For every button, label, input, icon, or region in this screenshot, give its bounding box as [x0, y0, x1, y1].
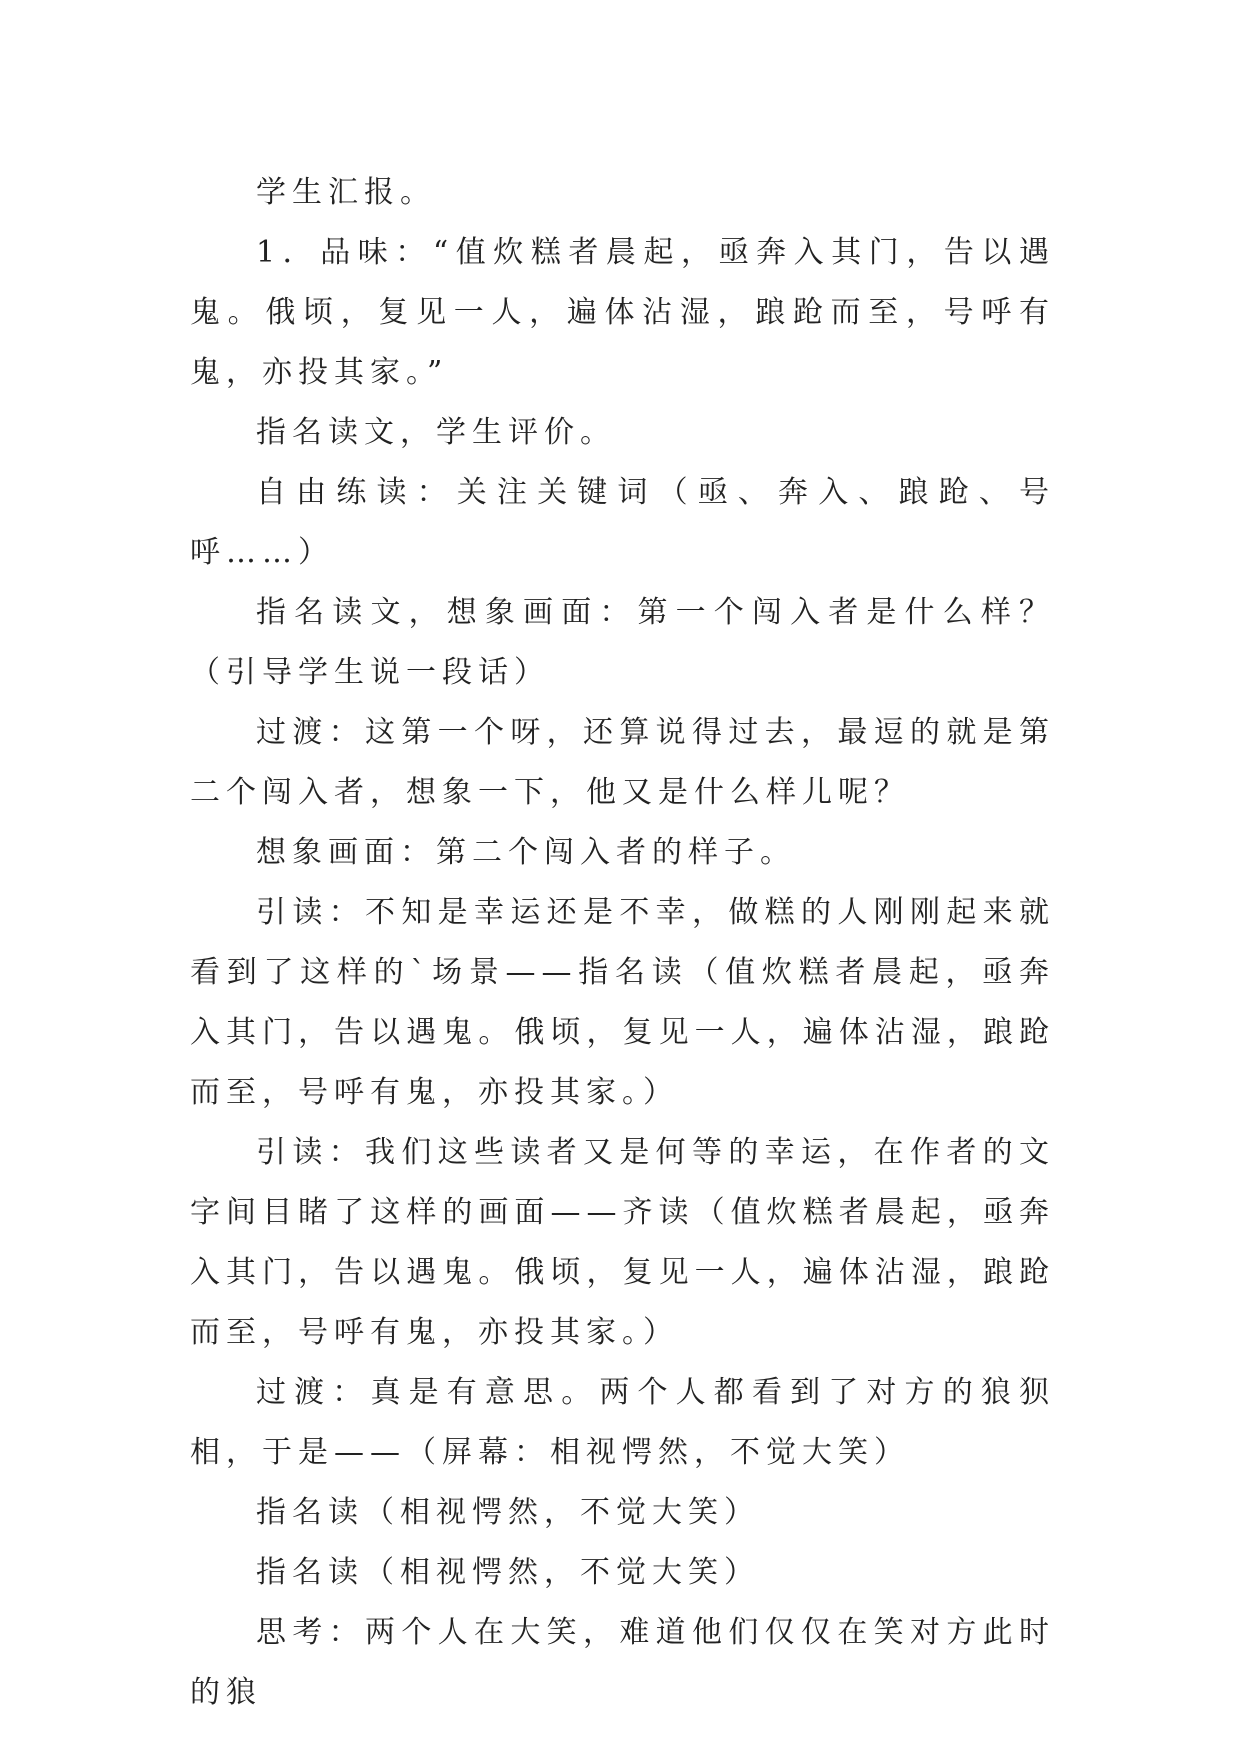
paragraph: 指名读文，学生评价。: [256, 415, 616, 450]
paragraph: 过渡：这第一个呀，还算说得过去，最逗的就是第二个闯入者，想象一下，他又是什么样儿呢？: [190, 715, 1055, 810]
paragraph: 过渡：真是有意思。两个人都看到了对方的狼狈相，于是——（屏幕：相视愕然，不觉大笑）: [190, 1375, 1055, 1470]
paragraph: 自由练读：关注关键词（亟、奔入、踉跄、号呼……）: [190, 475, 1055, 570]
paragraph: 指名读（相视愕然，不觉大笑）: [256, 1555, 760, 1590]
paragraph: 指名读文，想象画面：第一个闯入者是什么样？（引导学生说一段话）: [190, 595, 1055, 690]
paragraph: 引读：不知是幸运还是不幸，做糕的人刚刚起来就看到了这样的`场景——指名读（值炊糕者晨起，亟奔入其门，告以遇鬼。俄顷，复见一人，遍体沾湿，踉跄而至，号呼有鬼，亦投其家。）: [190, 895, 1055, 1110]
paragraph: 思考：两个人在大笑，难道他们仅仅在笑对方此时的狼: [190, 1615, 1055, 1710]
paragraph: 指名读（相视愕然，不觉大笑）: [256, 1495, 760, 1530]
paragraph: 1．品味：“值炊糕者晨起，亟奔入其门，告以遇鬼。俄顷，复见一人，遍体沾湿，踉跄而至，号呼有鬼，亦投其家。”: [190, 235, 1055, 390]
document-body: [190, 163, 1055, 1723]
paragraph: 想象画面：第二个闯入者的样子。: [256, 835, 796, 870]
paragraph: 引读：我们这些读者又是何等的幸运，在作者的文字间目睹了这样的画面——齐读（值炊糕者晨起，亟奔入其门，告以遇鬼。俄顷，复见一人，遍体沾湿，踉跄而至，号呼有鬼，亦投其家。）: [190, 1135, 1055, 1350]
paragraph: 学生汇报。: [256, 175, 436, 210]
